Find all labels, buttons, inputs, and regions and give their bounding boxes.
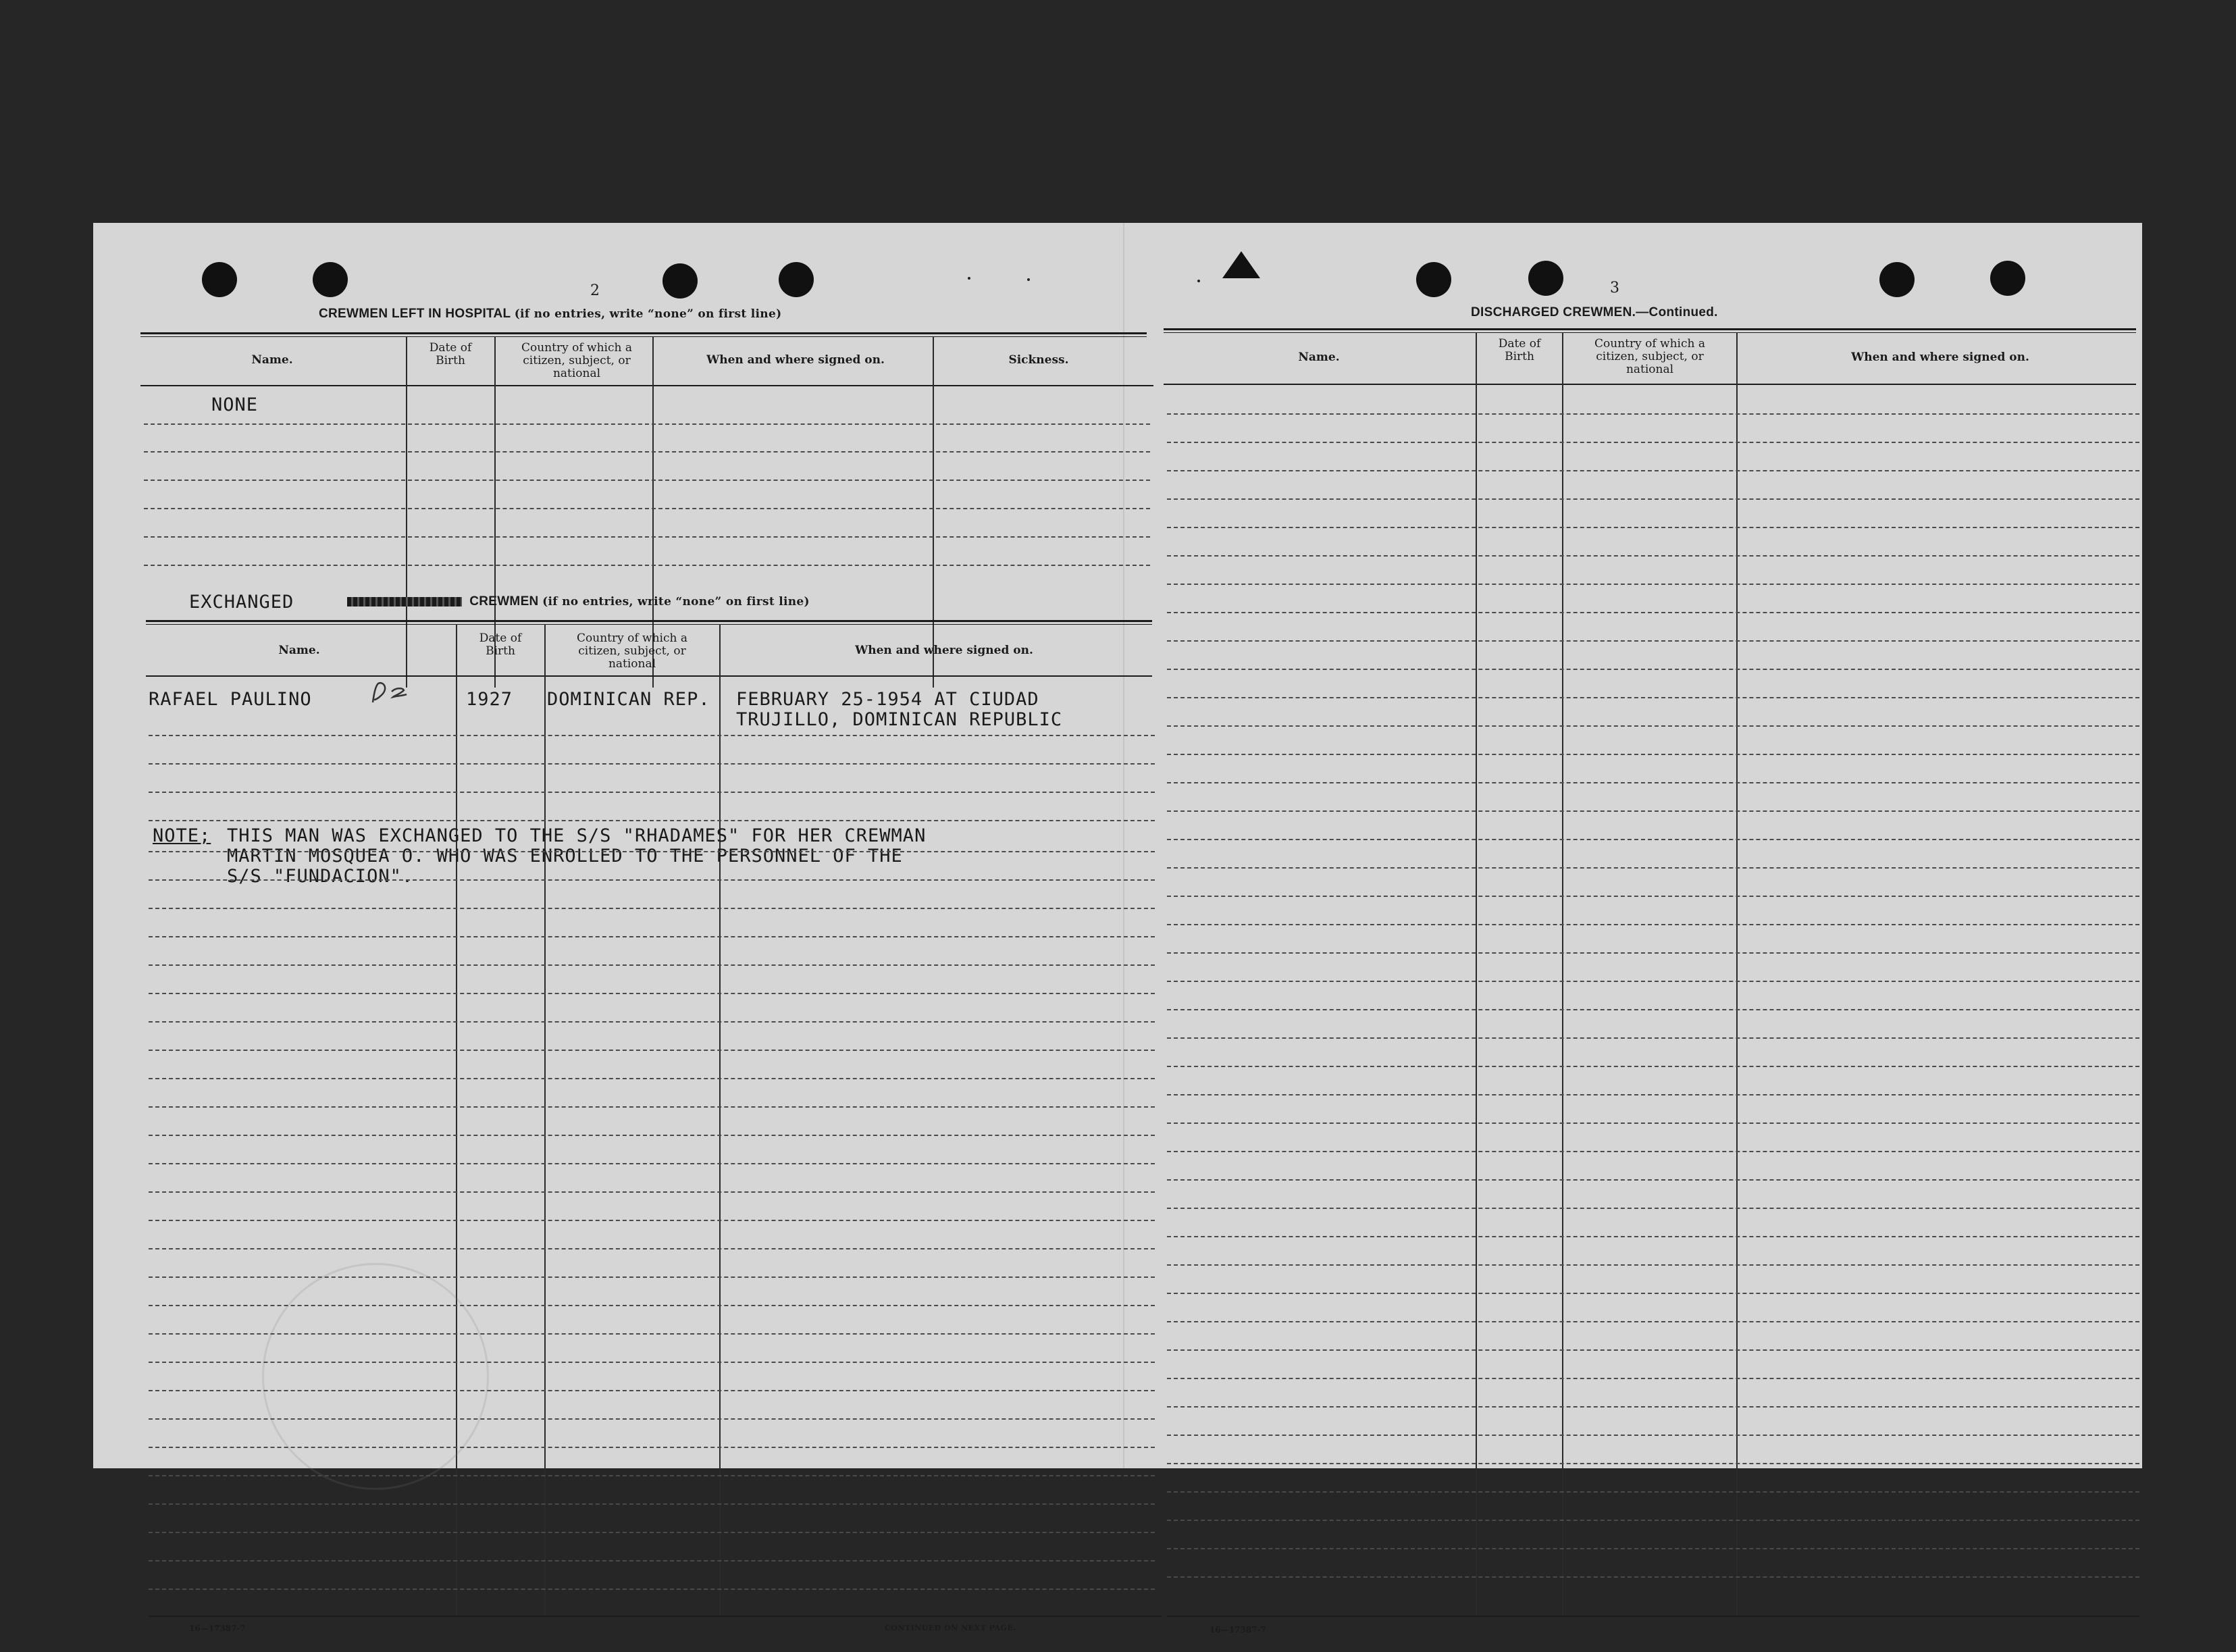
crew-signed-on-line1: FEBRUARY 25-1954 AT CIUDAD	[736, 689, 1039, 710]
table-top-rule	[140, 332, 1147, 334]
ruled-line	[1167, 896, 2139, 897]
header-bottom-rule	[140, 385, 1153, 386]
ruled-line	[1167, 1264, 2139, 1266]
column-divider	[933, 336, 934, 688]
ruled-line	[1167, 555, 2139, 557]
table-top-rule	[1164, 328, 2136, 330]
ruled-line	[149, 1220, 1155, 1221]
ruled-line	[144, 480, 1150, 481]
ruled-line	[1167, 1463, 2139, 1464]
col-header-name: Name.	[1298, 351, 1340, 364]
form-number-right: 16—17387-7	[1210, 1625, 1266, 1634]
hospital-instruction: (if no entries, write “none” on first line)	[514, 307, 782, 321]
ruled-line	[149, 1333, 1155, 1335]
ruled-line	[1167, 584, 2139, 585]
ruled-line	[1167, 839, 2139, 840]
ruled-line	[149, 1589, 1155, 1590]
ruled-line	[1167, 1293, 2139, 1294]
note-line: THIS MAN WAS EXCHANGED TO THE S/S "RHADAMES" FOR HER CREWMAN	[227, 825, 927, 846]
ruled-line	[149, 1390, 1155, 1391]
ruled-line	[149, 1447, 1155, 1448]
ruled-line	[149, 1276, 1155, 1278]
ruled-line	[149, 1560, 1155, 1561]
ruled-line	[1167, 470, 2139, 471]
form-sheet	[93, 223, 2142, 1634]
ruled-line	[1167, 1321, 2139, 1322]
ruled-line	[1167, 697, 2139, 698]
continued-note: CONTINUED ON NEXT PAGE.	[885, 1624, 1016, 1632]
punch-hole	[313, 262, 348, 297]
column-divider	[1562, 332, 1563, 1616]
ruled-line	[1167, 1406, 2139, 1408]
ruled-line	[1167, 669, 2139, 670]
ruled-line	[149, 820, 1155, 821]
header-bottom-rule	[1164, 384, 2136, 385]
punch-hole	[779, 262, 814, 297]
ruled-line	[149, 964, 1155, 966]
ruled-line	[1167, 1491, 2139, 1493]
punch-hole	[662, 263, 698, 299]
ruled-line	[1167, 1094, 2139, 1095]
col-header-name: Name.	[278, 644, 320, 657]
col-header-signed-on: When and where signed on.	[1851, 351, 2029, 364]
ruled-line	[1167, 498, 2139, 500]
ruled-line	[144, 423, 1150, 425]
ruled-line	[149, 1078, 1155, 1079]
ruled-line	[1167, 981, 2139, 982]
ruled-line	[1167, 640, 2139, 642]
table-top-rule	[146, 624, 1152, 625]
hospital-section-title	[319, 307, 781, 321]
ruled-line	[149, 1418, 1155, 1420]
ruled-line	[1167, 1548, 2139, 1549]
handwritten-mark-icon	[369, 679, 409, 711]
note-label: NOTE;	[153, 825, 211, 846]
ruled-line	[149, 1191, 1155, 1193]
col-header-country: Country of which a citizen, subject, or national	[577, 631, 687, 671]
crew-country: DOMINICAN REP.	[547, 689, 710, 710]
col-header-country: Country of which a citizen, subject, or national	[521, 341, 632, 380]
table-bottom-rule	[149, 1616, 1162, 1617]
ruled-line	[149, 1106, 1155, 1108]
ruled-line	[149, 1135, 1155, 1136]
ruled-line	[1167, 810, 2139, 812]
col-header-signed-on: When and where signed on.	[706, 353, 885, 367]
exchanged-label: EXCHANGED	[189, 592, 294, 613]
page-number-left: 2	[590, 282, 600, 299]
ruled-line	[1167, 442, 2139, 443]
note-line: MARTIN MOSQUEA O. WHO WAS ENROLLED TO THE PERSONNEL OF THE	[227, 846, 903, 867]
table-top-rule	[140, 336, 1147, 337]
ruled-line	[144, 508, 1150, 509]
form-number-left: 16—17387-7	[189, 1624, 246, 1633]
ruled-line	[149, 879, 1155, 881]
ruled-line	[149, 908, 1155, 909]
speck	[968, 277, 970, 280]
column-divider	[719, 624, 721, 1617]
col-header-sickness: Sickness.	[1008, 353, 1069, 367]
ruled-line	[1167, 924, 2139, 925]
table-top-rule	[146, 620, 1152, 622]
ruled-line	[149, 1050, 1155, 1051]
col-header-birth: Date of Birth	[429, 341, 472, 367]
ruled-line	[1167, 867, 2139, 869]
column-divider	[406, 336, 407, 688]
crew-signed-on-line2: TRUJILLO, DOMINICAN REPUBLIC	[736, 709, 1063, 730]
column-divider	[544, 624, 546, 1617]
ruled-line	[1167, 952, 2139, 954]
ruled-line	[1167, 1236, 2139, 1237]
punch-hole	[1528, 261, 1563, 296]
table-bottom-rule	[1167, 1616, 2139, 1617]
ruled-line	[1167, 1151, 2139, 1152]
ruled-line	[149, 936, 1155, 937]
header-bottom-rule	[146, 675, 1152, 677]
struck-out-mark	[347, 597, 462, 606]
ruled-line	[1167, 1576, 2139, 1578]
punch-hole	[1990, 261, 2025, 296]
crew-name: RAFAEL PAULINO	[149, 689, 312, 710]
ruled-line	[1167, 1520, 2139, 1521]
ruled-line	[1167, 1349, 2139, 1351]
ruled-line	[1167, 413, 2139, 415]
ruled-line	[149, 1021, 1155, 1023]
column-divider	[1736, 332, 1738, 1616]
page-number-right: 3	[1610, 280, 1619, 296]
ruled-line	[149, 1163, 1155, 1164]
ruled-line	[144, 451, 1150, 453]
ruled-line	[1167, 1208, 2139, 1209]
column-divider	[1476, 332, 1477, 1616]
ruled-line	[1167, 527, 2139, 528]
hospital-title-text: CREWMEN LEFT IN HOSPITAL	[319, 307, 511, 321]
col-header-name: Name.	[251, 353, 293, 367]
punch-hole	[1416, 262, 1451, 297]
ruled-line	[1167, 1179, 2139, 1181]
ruled-line	[149, 1248, 1155, 1249]
exchanged-title-text: CREWMEN	[469, 594, 539, 609]
ruled-line	[1167, 782, 2139, 783]
ruled-line	[144, 536, 1150, 538]
ruled-line	[1167, 1066, 2139, 1067]
discharged-section-title: DISCHARGED CREWMEN.—Continued.	[1471, 305, 1718, 319]
hospital-entry: NONE	[211, 394, 259, 415]
speck	[1197, 280, 1200, 282]
column-divider	[456, 624, 457, 1617]
crew-birth-year: 1927	[466, 689, 513, 710]
ruled-line	[1167, 1009, 2139, 1010]
ruled-line	[149, 792, 1155, 793]
ruled-line	[1167, 1435, 2139, 1436]
ruled-line	[149, 1503, 1155, 1505]
table-top-rule	[1164, 332, 2136, 333]
punch-hole	[202, 262, 237, 297]
ruled-line	[149, 993, 1155, 994]
speck	[1027, 278, 1030, 281]
col-header-birth: Date of Birth	[1498, 337, 1541, 363]
page-fold	[1123, 223, 1124, 1468]
ruled-line	[149, 735, 1155, 736]
faded-stamp	[262, 1263, 489, 1490]
ruled-line	[149, 763, 1155, 765]
ruled-line	[1167, 754, 2139, 755]
ruled-line	[149, 1362, 1155, 1363]
ruled-line	[1167, 1037, 2139, 1039]
ruled-line	[1167, 725, 2139, 727]
note-line: S/S "FUNDACION".	[227, 866, 414, 887]
col-header-signed-on: When and where signed on.	[855, 644, 1033, 657]
triangle-marker-icon	[1222, 251, 1260, 278]
exchanged-instruction: (if no entries, write “none” on first line)	[542, 595, 810, 609]
ruled-line	[149, 851, 1155, 852]
ruled-line	[1167, 1378, 2139, 1379]
exchanged-section-title	[343, 594, 810, 609]
ruled-line	[149, 1475, 1155, 1476]
ruled-line	[149, 1532, 1155, 1533]
ruled-line	[149, 1305, 1155, 1306]
col-header-birth: Date of Birth	[479, 631, 522, 658]
col-header-country: Country of which a citizen, subject, or national	[1594, 337, 1705, 376]
punch-hole	[1879, 262, 1915, 297]
ruled-line	[1167, 612, 2139, 613]
ruled-line	[144, 565, 1150, 566]
ruled-line	[1167, 1122, 2139, 1124]
